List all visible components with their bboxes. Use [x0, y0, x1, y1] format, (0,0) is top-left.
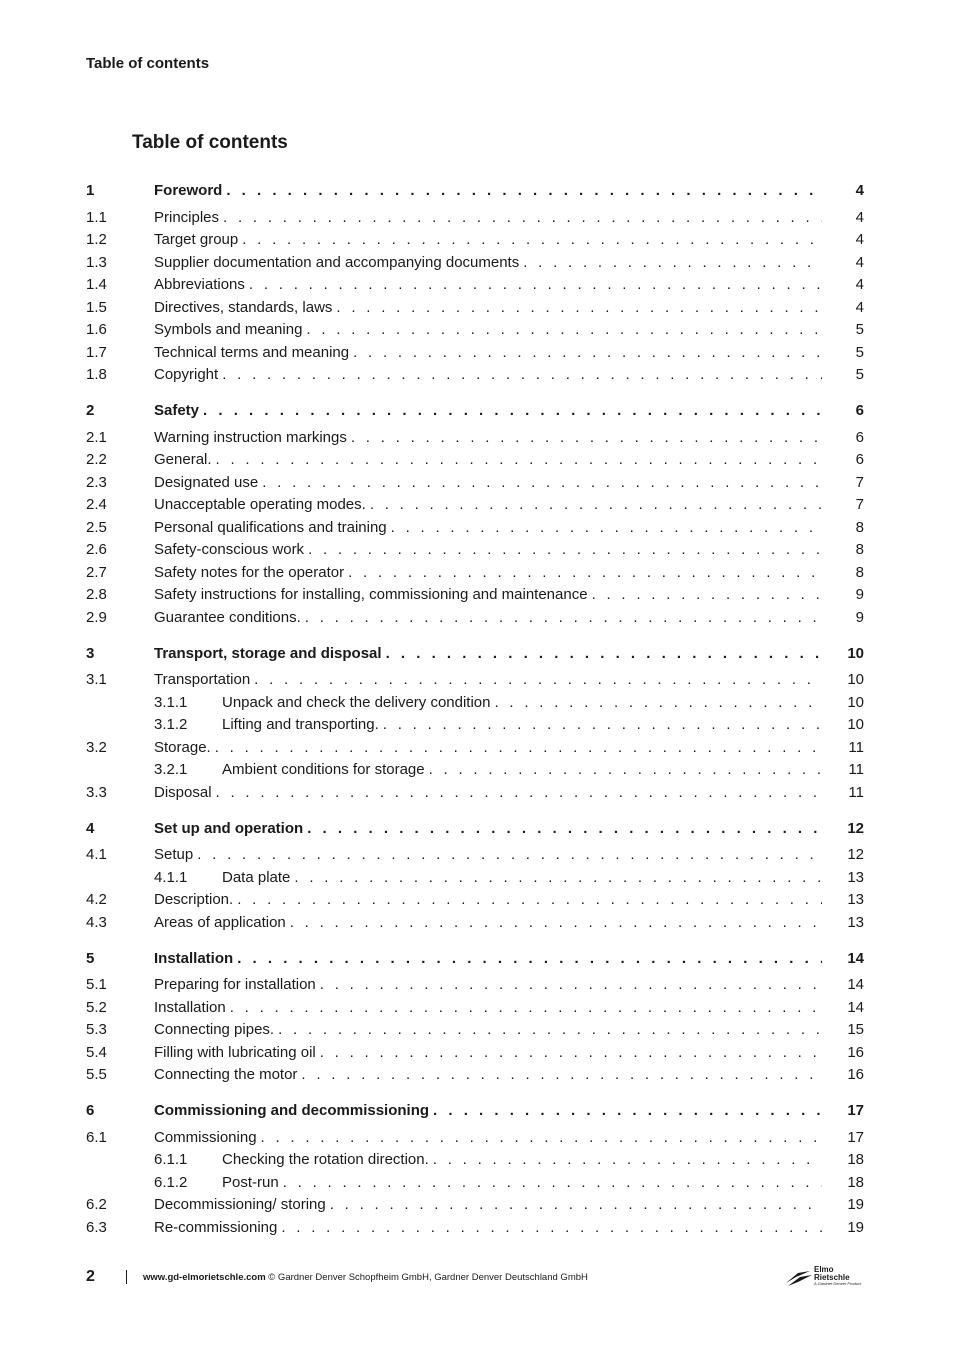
toc-entry-title: Warning instruction markings [154, 428, 347, 446]
toc-dot-leader [320, 974, 822, 997]
logo-word-elmo: Elmo [814, 1265, 834, 1274]
toc-entry-number: 1 [86, 182, 95, 199]
toc-entry-title: Connecting the motor [154, 1066, 298, 1083]
toc-subentry-number: 6.1.1 [154, 1151, 188, 1168]
toc-dot-leader [237, 948, 822, 971]
toc-entry-number: 2 [86, 402, 95, 419]
toc-entry-title: Areas of application [154, 913, 286, 931]
toc-entry-page: 7 [855, 496, 864, 513]
toc-dot-leader [433, 1100, 822, 1123]
toc-entry-row[interactable] [86, 584, 864, 607]
toc-dot-leader [203, 400, 822, 423]
toc-entry-page: 11 [848, 761, 864, 778]
toc-entry-row[interactable] [86, 782, 864, 805]
toc-dot-leader [301, 1064, 822, 1087]
toc-entry-page: 10 [847, 644, 864, 662]
toc-entry-page: 10 [847, 716, 864, 733]
toc-entry-page: 11 [848, 738, 864, 756]
toc-entry-row[interactable] [86, 997, 864, 1020]
toc-dot-leader [216, 782, 822, 805]
toc-entry-number: 1.6 [86, 321, 107, 338]
table-of-contents [86, 180, 864, 1239]
toc-entry-row[interactable] [86, 1127, 864, 1150]
toc-entry-title: Re-commissioning [154, 1218, 278, 1236]
toc-entry-page: 8 [855, 541, 864, 558]
toc-entry-number: 4.1 [86, 846, 107, 863]
page-footer [86, 1265, 864, 1290]
toc-entry-page: 5 [855, 321, 864, 338]
toc-dot-leader [336, 297, 822, 320]
toc-entry-page: 6 [855, 451, 864, 468]
toc-entry-title: Copyright [154, 366, 219, 383]
toc-entry-page: 12 [847, 819, 864, 837]
toc-dot-leader [495, 692, 823, 715]
toc-entry-title: Foreword [154, 182, 223, 199]
toc-entry-title: Symbols and meaning [154, 321, 303, 338]
toc-dot-leader [348, 562, 822, 585]
toc-entry-number: 5.4 [86, 1043, 107, 1061]
toc-entry-title: Set up and operation [154, 819, 304, 837]
toc-dot-leader [370, 494, 822, 517]
toc-entry-page: 13 [847, 891, 864, 908]
toc-dot-leader [254, 669, 822, 692]
toc-entry-row[interactable] [86, 364, 864, 387]
toc-entry-page: 16 [847, 1066, 864, 1083]
toc-entry-row[interactable] [86, 889, 864, 912]
toc-entry-title: Lifting and transporting. [222, 716, 379, 733]
toc-entry-title: Disposal [154, 783, 212, 801]
footer-copyright: © Gardner Denver Schopfheim GmbH, Gardner Denver Deutschland GmbH [268, 1272, 588, 1283]
toc-entry-row[interactable] [86, 207, 864, 230]
toc-entry-row[interactable] [86, 449, 864, 472]
toc-entry-number: 3 [86, 644, 95, 662]
toc-entry-row[interactable] [86, 737, 864, 760]
toc-dot-leader [223, 207, 822, 230]
toc-entry-row[interactable] [86, 472, 864, 495]
toc-entry-title: Commissioning [154, 1128, 257, 1146]
toc-dot-leader [351, 427, 822, 450]
toc-entry-number: 1.4 [86, 276, 107, 293]
toc-entry-row[interactable] [86, 1042, 864, 1065]
toc-chapter-row[interactable] [86, 948, 864, 971]
toc-entry-title: Description. [154, 891, 234, 908]
toc-entry-title: Filling with lubricating oil [154, 1043, 316, 1061]
toc-entry-title: Personal qualifications and training [154, 518, 387, 536]
toc-entry-title: Technical terms and meaning [154, 343, 350, 361]
toc-entry-number: 1.2 [86, 231, 107, 248]
toc-entry-page: 14 [847, 949, 864, 967]
toc-entry-row[interactable] [86, 539, 864, 562]
toc-entry-number: 5.1 [86, 976, 107, 993]
toc-entry-row[interactable] [86, 494, 864, 517]
toc-entry-row[interactable] [86, 669, 864, 692]
toc-subentry-number: 6.1.2 [154, 1173, 188, 1191]
toc-dot-leader [433, 1149, 822, 1172]
toc-entry-title: Designated use [154, 473, 259, 491]
toc-entry-title: Commissioning and decommissioning [154, 1102, 430, 1119]
toc-entry-page: 18 [847, 1173, 864, 1191]
toc-entry-title: Transport, storage and disposal [154, 644, 382, 662]
toc-entry-page: 12 [847, 846, 864, 863]
toc-entry-row[interactable] [86, 974, 864, 997]
toc-dot-leader [386, 643, 822, 666]
toc-entry-title: Preparing for installation [154, 976, 316, 993]
toc-entry-page: 7 [855, 473, 864, 491]
toc-entry-page: 4 [855, 253, 864, 271]
toc-dot-leader [262, 472, 822, 495]
toc-entry-page: 11 [848, 783, 864, 801]
toc-entry-title: Safety instructions for installing, commissioning and maintenance [154, 586, 588, 603]
toc-entry-number: 5.5 [86, 1066, 107, 1083]
toc-entry-row[interactable] [86, 517, 864, 540]
toc-entry-page: 9 [855, 586, 864, 603]
toc-entry-number: 4 [86, 819, 95, 837]
toc-entry-row[interactable] [86, 1217, 864, 1240]
toc-entry-number: 6 [86, 1102, 95, 1119]
toc-dot-leader [197, 844, 822, 867]
toc-entry-page: 4 [855, 298, 864, 316]
toc-dot-leader [230, 997, 822, 1020]
toc-dot-leader [306, 319, 822, 342]
toc-entry-page: 6 [855, 428, 864, 446]
toc-entry-row[interactable] [86, 274, 864, 297]
toc-entry-title: Connecting pipes. [154, 1021, 275, 1038]
toc-entry-row[interactable] [86, 714, 864, 737]
toc-dot-leader [215, 737, 822, 760]
toc-entry-page: 8 [855, 518, 864, 536]
toc-dot-leader [305, 607, 822, 630]
toc-entry-row[interactable] [86, 912, 864, 935]
footer-url-link[interactable]: www.gd-elmorietschle.com [143, 1272, 266, 1283]
toc-dot-leader [249, 274, 822, 297]
toc-entry-page: 13 [847, 913, 864, 931]
toc-entry-number: 1.5 [86, 298, 107, 316]
toc-entry-number: 3.2 [86, 738, 107, 756]
toc-entry-page: 19 [847, 1218, 864, 1236]
toc-entry-title: Target group [154, 231, 239, 248]
toc-entry-page: 5 [855, 343, 864, 361]
toc-entry-number: 2.1 [86, 428, 107, 446]
toc-entry-page: 19 [847, 1196, 864, 1213]
toc-entry-title: General. [154, 451, 212, 468]
toc-dot-leader [222, 364, 822, 387]
toc-entry-row[interactable] [86, 229, 864, 252]
footer-page-number: 2 [86, 1268, 95, 1285]
toc-entry-page: 14 [847, 998, 864, 1016]
toc-dot-leader [523, 252, 822, 275]
toc-entry-row[interactable] [86, 342, 864, 365]
toc-entry-title: Supplier documentation and accompanying documents [154, 253, 520, 271]
toc-entry-row[interactable] [86, 297, 864, 320]
toc-entry-number: 2.3 [86, 473, 107, 491]
toc-entry-page: 6 [855, 402, 864, 419]
toc-entry-title: Unacceptable operating modes. [154, 496, 366, 513]
toc-entry-number: 5.2 [86, 998, 107, 1016]
toc-entry-row[interactable] [86, 1172, 864, 1195]
toc-entry-number: 5 [86, 949, 95, 967]
toc-entry-row[interactable] [86, 319, 864, 342]
toc-dot-leader [216, 449, 822, 472]
toc-entry-row[interactable] [86, 759, 864, 782]
toc-entry-number: 1.8 [86, 366, 107, 383]
toc-dot-leader [353, 342, 822, 365]
toc-entry-title: Installation [154, 949, 234, 967]
toc-dot-leader [261, 1127, 822, 1150]
toc-entry-title: Safety-conscious work [154, 541, 305, 558]
toc-dot-leader [226, 180, 822, 203]
toc-chapter-row[interactable] [86, 818, 864, 841]
toc-entry-number: 1.3 [86, 253, 107, 271]
toc-dot-leader [294, 867, 822, 890]
toc-dot-leader [320, 1042, 822, 1065]
toc-dot-leader [307, 818, 822, 841]
toc-entry-title: Abbreviations [154, 276, 245, 293]
running-header-title: Table of contents [86, 55, 210, 72]
toc-entry-title: Guarantee conditions. [154, 608, 301, 626]
toc-entry-number: 2.2 [86, 451, 107, 468]
toc-entry-number: 6.1 [86, 1128, 107, 1146]
toc-entry-row[interactable] [86, 1194, 864, 1217]
toc-entry-row[interactable] [86, 562, 864, 585]
toc-entry-number: 2.8 [86, 586, 107, 603]
toc-entry-row[interactable] [86, 427, 864, 450]
toc-entry-title: Transportation [154, 671, 251, 688]
toc-entry-row[interactable] [86, 1019, 864, 1042]
toc-entry-number: 3.1 [86, 671, 107, 688]
toc-entry-number: 2.6 [86, 541, 107, 558]
toc-entry-row[interactable] [86, 692, 864, 715]
toc-entry-number: 2.9 [86, 608, 107, 626]
toc-entry-number: 4.2 [86, 891, 107, 908]
toc-dot-leader [290, 912, 822, 935]
toc-entry-number: 2.7 [86, 563, 107, 581]
toc-entry-number: 6.3 [86, 1218, 107, 1236]
toc-entry-row[interactable] [86, 252, 864, 275]
toc-entry-row[interactable] [86, 867, 864, 890]
toc-entry-number: 2.4 [86, 496, 107, 513]
toc-entry-number: 5.3 [86, 1021, 107, 1038]
toc-entry-row[interactable] [86, 844, 864, 867]
toc-dot-leader [237, 889, 822, 912]
toc-entry-title: Ambient conditions for storage [222, 761, 425, 778]
toc-entry-number: 1.1 [86, 208, 107, 226]
toc-entry-title: Setup [154, 846, 194, 863]
toc-entry-title: Unpack and check the delivery condition [222, 693, 491, 711]
toc-entry-page: 8 [855, 563, 864, 581]
toc-dot-leader [592, 584, 822, 607]
toc-entry-number: 6.2 [86, 1196, 107, 1213]
footer-divider [126, 1270, 127, 1284]
toc-entry-title: Directives, standards, laws [154, 298, 333, 316]
toc-subentry-number: 3.1.1 [154, 693, 188, 711]
toc-entry-page: 16 [847, 1043, 864, 1061]
toc-entry-page: 14 [847, 976, 864, 993]
toc-entry-number: 2.5 [86, 518, 107, 536]
toc-dot-leader [281, 1217, 822, 1240]
logo-tagline: A Gardner Denver Product [814, 1281, 862, 1286]
toc-dot-leader [330, 1194, 822, 1217]
toc-entry-title: Storage. [154, 738, 211, 756]
elmo-rietschle-logo [784, 1266, 864, 1290]
toc-dot-leader [242, 229, 822, 252]
toc-entry-number: 3.3 [86, 783, 107, 801]
toc-dot-leader [283, 1172, 822, 1195]
toc-entry-title: Installation [154, 998, 226, 1016]
toc-entry-number: 4.3 [86, 913, 107, 931]
toc-entry-title: Data plate [222, 868, 291, 886]
toc-entry-page: 15 [847, 1021, 864, 1038]
toc-entry-page: 17 [847, 1102, 864, 1119]
toc-subentry-number: 4.1.1 [154, 868, 188, 886]
toc-entry-page: 18 [847, 1151, 864, 1168]
toc-entry-number: 1.7 [86, 343, 107, 361]
toc-entry-title: Post-run [222, 1173, 279, 1191]
toc-entry-page: 10 [847, 671, 864, 688]
toc-entry-row[interactable] [86, 607, 864, 630]
toc-dot-leader [383, 714, 822, 737]
toc-subentry-number: 3.2.1 [154, 761, 188, 778]
toc-chapter-row[interactable] [86, 400, 864, 423]
toc-dot-leader [429, 759, 822, 782]
toc-entry-page: 4 [855, 208, 864, 226]
toc-entry-page: 17 [847, 1128, 864, 1146]
toc-chapter-row[interactable] [86, 1100, 864, 1123]
toc-entry-row[interactable] [86, 1064, 864, 1087]
toc-entry-page: 4 [855, 231, 864, 248]
toc-entry-page: 4 [855, 276, 864, 293]
toc-entry-page: 13 [847, 868, 864, 886]
toc-entry-title: Safety [154, 402, 200, 419]
toc-dot-leader [391, 517, 822, 540]
footer-credit [143, 1272, 588, 1283]
toc-entry-page: 4 [855, 182, 864, 199]
toc-dot-leader [278, 1019, 822, 1042]
toc-title: Table of contents [132, 132, 288, 153]
toc-entry-page: 9 [855, 608, 864, 626]
logo-word-rietschle: Rietschle [814, 1273, 850, 1282]
toc-entry-title: Principles [154, 208, 220, 226]
toc-chapter-row[interactable] [86, 643, 864, 666]
toc-entry-page: 5 [855, 366, 864, 383]
toc-entry-page: 10 [847, 693, 864, 711]
toc-dot-leader [308, 539, 822, 562]
toc-subentry-number: 3.1.2 [154, 716, 188, 733]
toc-entry-title: Checking the rotation direction. [222, 1151, 429, 1168]
toc-entry-title: Decommissioning/ storing [154, 1196, 326, 1213]
toc-entry-title: Safety notes for the operator [154, 563, 345, 581]
toc-chapter-row[interactable] [86, 180, 864, 203]
toc-entry-row[interactable] [86, 1149, 864, 1172]
logo-swoosh-icon [784, 1269, 814, 1287]
